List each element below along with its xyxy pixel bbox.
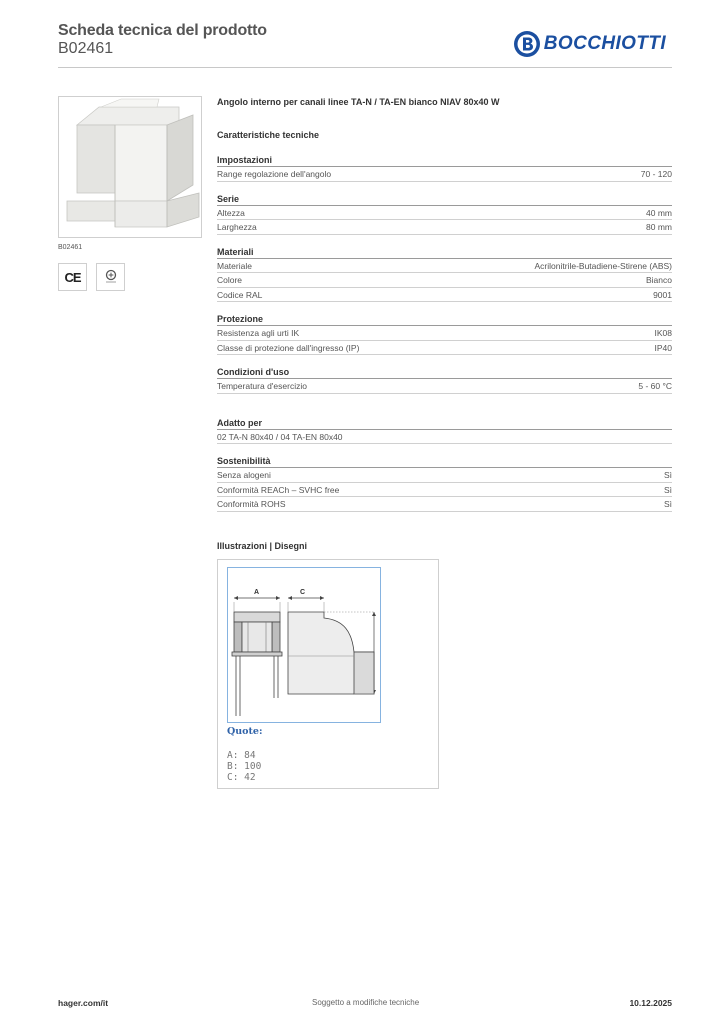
dimension-drawing-image <box>228 568 380 722</box>
spec-value: Bianco <box>646 275 672 285</box>
spec-group-protezione <box>217 313 672 355</box>
spec-value: IK08 <box>654 328 672 338</box>
illustrations-frame <box>217 559 439 789</box>
spec-row <box>217 483 672 498</box>
spec-group-title: Sostenibilità <box>217 455 672 468</box>
specs-heading: Caratteristiche tecniche <box>217 130 320 140</box>
spec-row <box>217 430 672 445</box>
spec-value: 9001 <box>653 289 672 300</box>
spec-group-sostenibilita <box>217 455 672 512</box>
spec-value: IP40 <box>654 342 672 353</box>
product-code: B02461 <box>58 40 114 57</box>
spec-label: Conformità ROHS <box>217 499 286 509</box>
spec-label: Larghezza <box>217 222 257 232</box>
spec-row <box>217 273 672 288</box>
spec-label: Classe di protezione dall'ingresso (IP) <box>217 342 360 353</box>
spec-value: Sì <box>663 484 672 495</box>
technical-drawing <box>227 567 381 723</box>
spec-value: 40 mm <box>646 207 672 218</box>
specs-section <box>217 97 672 512</box>
quote-b: B: 100 <box>227 761 262 772</box>
spec-value: Sì <box>663 470 672 480</box>
spec-label: Conformità REACh – SVHC free <box>217 484 340 495</box>
bocchiotti-logo-icon <box>513 30 541 58</box>
page-title: Scheda tecnica del prodotto <box>58 22 267 39</box>
spec-label: Codice RAL <box>217 289 263 300</box>
spec-value: 80 mm <box>646 222 672 232</box>
quote-c: C: 42 <box>227 772 256 783</box>
ce-mark-icon: CE <box>58 263 87 291</box>
imq-mark-icon <box>96 263 125 291</box>
spec-label: Colore <box>217 275 243 285</box>
spec-row <box>217 379 672 394</box>
spec-value: 70 - 120 <box>640 169 672 179</box>
spec-group-serie <box>217 193 672 235</box>
spec-label: Senza alogeni <box>217 470 271 480</box>
spec-row <box>217 468 672 483</box>
product-image <box>58 96 202 238</box>
spec-group-title: Adatto per <box>217 417 672 430</box>
spec-row <box>217 326 672 341</box>
spec-row <box>217 220 672 235</box>
spec-row <box>217 259 672 274</box>
spec-label: 02 TA-N 80x40 / 04 TA-EN 80x40 <box>217 431 343 442</box>
angle-fitting-image <box>59 97 201 237</box>
footer-note: Soggetto a modifiche tecniche <box>312 998 420 1007</box>
spec-value: Acrilonitrile-Butadiene-Stirene (ABS) <box>534 260 672 271</box>
spec-label: Range regolazione dell'angolo <box>217 169 332 179</box>
spec-label: Resistenza agli urti IK <box>217 328 300 338</box>
spec-group-title: Protezione <box>217 313 672 326</box>
spec-value: Sì <box>663 499 672 509</box>
spec-row <box>217 497 672 512</box>
illustrations-heading: Illustrazioni | Disegni <box>217 541 308 551</box>
spec-group-materiali <box>217 246 672 303</box>
footer-website: hager.com/it <box>58 998 109 1008</box>
spec-row <box>217 167 672 182</box>
dim-label-a: A <box>254 589 260 596</box>
spec-group-impostazioni <box>217 154 672 182</box>
spec-label: Temperatura d'esercizio <box>217 381 307 391</box>
product-image-caption: B02461 <box>58 244 83 251</box>
footer-date: 10.12.2025 <box>629 998 672 1008</box>
spec-group-title: Impostazioni <box>217 154 672 167</box>
brand-name: BOCCHIOTTI <box>543 33 666 54</box>
quote-a: A: 84 <box>227 750 256 761</box>
spec-value: 5 - 60 °C <box>638 381 672 391</box>
spec-label: Altezza <box>217 207 245 218</box>
spec-group-adatto-per <box>217 417 672 445</box>
spec-group-title: Condizioni d'uso <box>217 366 672 379</box>
quote-label: Quote: <box>227 726 263 737</box>
spec-group-title: Serie <box>217 193 672 206</box>
spec-row <box>217 341 672 356</box>
spec-group-title: Materiali <box>217 246 672 259</box>
brand-logo <box>513 30 666 58</box>
dim-label-c: C <box>300 589 306 596</box>
spec-label: Materiale <box>217 260 252 271</box>
spec-group-condizioni-uso <box>217 366 672 394</box>
spec-row <box>217 288 672 303</box>
product-name: Angolo interno per canali linee TA-N / TA-EN bianco NIAV 80x40 W <box>217 97 500 107</box>
page-header <box>58 22 672 68</box>
spec-row <box>217 206 672 221</box>
